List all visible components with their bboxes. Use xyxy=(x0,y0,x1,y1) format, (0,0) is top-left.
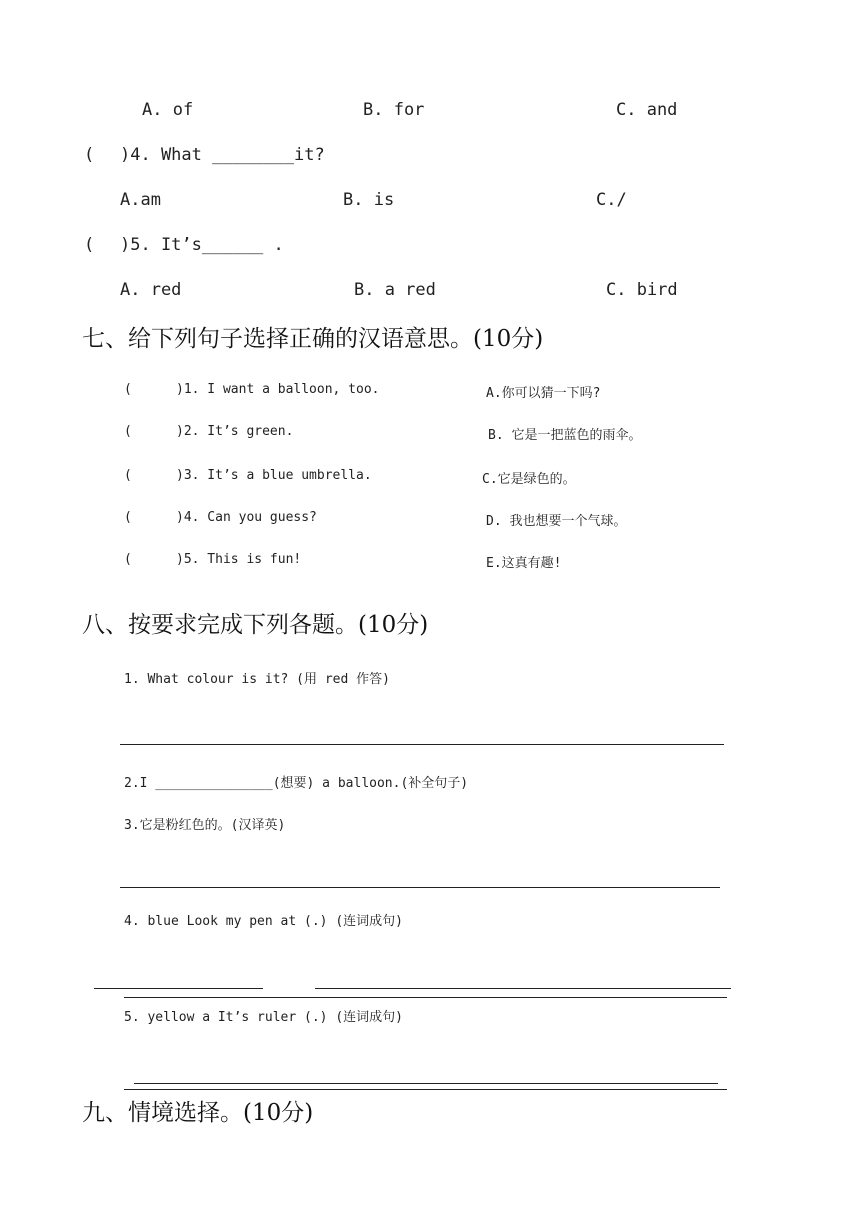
q3-option-a: A. of xyxy=(142,100,194,120)
q4-stem: )4. What ________it? xyxy=(120,145,325,165)
s7-item5-text: )5. This is fun! xyxy=(176,552,302,567)
s7-item1-paren: ( xyxy=(124,382,132,397)
s7-item3-text: )3. It’s a blue umbrella. xyxy=(176,468,372,483)
s8-q4: 4. blue Look my pen at (.) (连词成句) xyxy=(124,914,403,929)
q5-option-b: B. a red xyxy=(354,280,436,300)
s8-q4-answer-line-left[interactable] xyxy=(94,988,263,989)
s7-item4-answer: D. 我也想要一个气球。 xyxy=(486,514,627,529)
q3-option-c: C. and xyxy=(616,100,678,120)
q5-stem: )5. It’s______ . xyxy=(120,235,284,255)
q5-option-a: A. red xyxy=(120,280,182,300)
s8-q3: 3.它是粉红色的。(汉译英) xyxy=(124,818,286,833)
section8-title: 八、按要求完成下列各题。(10分) xyxy=(82,612,429,638)
q5-paren: ( xyxy=(84,235,95,255)
s8-q4-answer-line-right[interactable] xyxy=(315,988,731,989)
q4-option-c: C./ xyxy=(596,190,627,210)
s8-q1-answer-line[interactable] xyxy=(120,744,724,745)
s7-item3-answer: C.它是绿色的。 xyxy=(482,472,576,487)
s8-q1: 1. What colour is it? (用 red 作答) xyxy=(124,672,390,687)
s8-q5-answer-line-lower[interactable] xyxy=(124,1089,727,1090)
s8-q4-answer-line-lower[interactable] xyxy=(124,997,727,998)
s7-item3-paren: ( xyxy=(124,468,132,483)
q4-option-b: B. is xyxy=(343,190,395,210)
q5-option-c: C. bird xyxy=(606,280,678,300)
s7-item5-paren: ( xyxy=(124,552,132,567)
q3-option-b: B. for xyxy=(363,100,425,120)
s7-item4-text: )4. Can you guess? xyxy=(176,510,317,525)
section9-title: 九、情境选择。(10分) xyxy=(82,1100,314,1126)
q4-option-a: A.am xyxy=(120,190,161,210)
q4-paren: ( xyxy=(84,145,95,165)
s8-q5-answer-line[interactable] xyxy=(134,1083,718,1084)
s7-item5-answer: E.这真有趣! xyxy=(486,556,562,571)
s7-item4-paren: ( xyxy=(124,510,132,525)
s8-q3-answer-line[interactable] xyxy=(120,887,720,888)
s7-item1-answer: A.你可以猜一下吗? xyxy=(486,386,601,401)
s8-q2: 2.I _______________(想要) a balloon.(补全句子) xyxy=(124,776,469,791)
section7-title: 七、给下列句子选择正确的汉语意思。(10分) xyxy=(82,326,544,352)
s7-item2-paren: ( xyxy=(124,424,132,439)
s7-item2-text: )2. It’s green. xyxy=(176,424,294,439)
s7-item2-answer: B. 它是一把蓝色的雨伞。 xyxy=(488,428,642,443)
s8-q5: 5. yellow a It’s ruler (.) (连词成句) xyxy=(124,1010,403,1025)
s7-item1-text: )1. I want a balloon, too. xyxy=(176,382,380,397)
